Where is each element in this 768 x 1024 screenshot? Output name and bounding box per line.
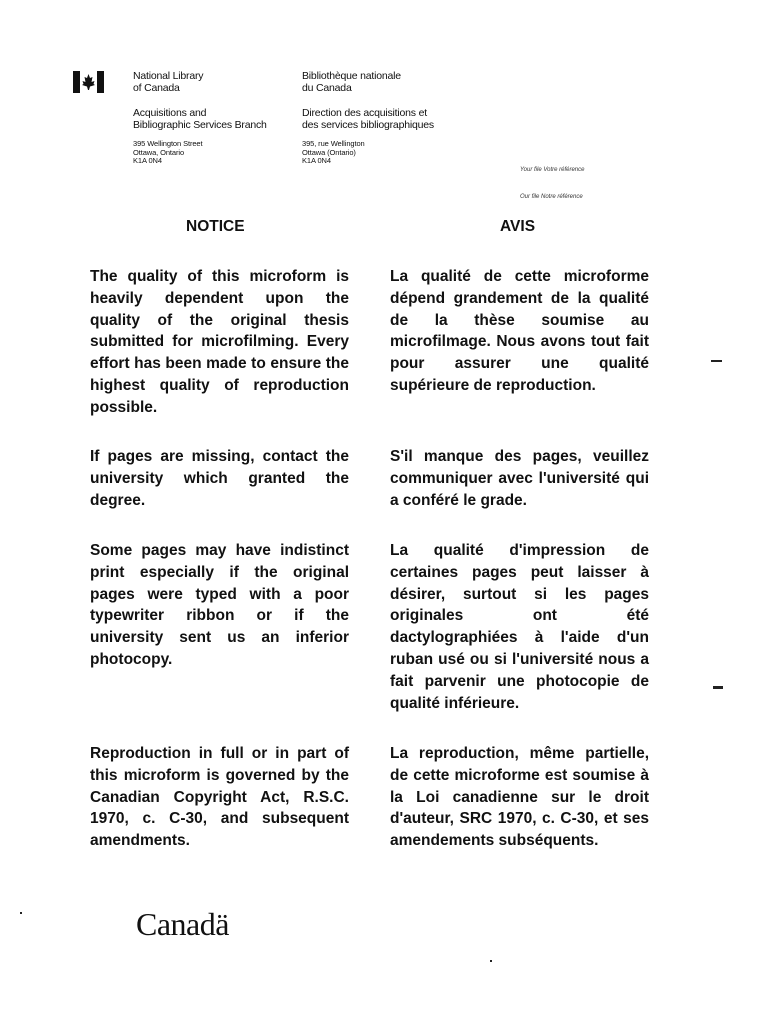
letterhead-en-address	[133, 140, 202, 166]
address-line: K1A 0N4	[133, 156, 162, 165]
letterhead-fr-branch	[302, 108, 434, 131]
avis-paragraph-indistinct-print: La qualité d'impression de certaines pages peut laisser à désirer, surtout si les pages originales ont été dactylographiées à l'aide d'un ruban usé ou si l'université nous a fait parvenir une photocopie de qualité inférieure.	[390, 542, 649, 712]
canada-wordmark: Canadä	[136, 906, 229, 942]
notice-paragraph-copyright: Reproduction in full or in part of this microform is governed by the Canadian Copyright Act, R.S.C. 1970, c. C-30, and subsequent amendments.	[90, 745, 349, 850]
scan-mark	[713, 686, 723, 689]
scan-speck	[20, 912, 22, 914]
address-line: K1A 0N4	[302, 156, 331, 165]
scan-speck	[490, 960, 492, 962]
letterhead-fr-agency	[302, 71, 401, 94]
notice-paragraph-indistinct-print: Some pages may have indistinct print especially if the original pages were typed with a poor typewriter ribbon or if the university sent us an inferior photocopy.	[90, 542, 349, 668]
branch-name-line: Acquisitions and	[133, 107, 207, 119]
notice-paragraph-quality: The quality of this microform is heavily dependent upon the quality of the original thesis submitted for microfilming. Every effort has been made to ensure the highest quality of reproduction possible.	[90, 268, 349, 416]
agency-name-line: of Canada	[133, 81, 180, 94]
notice-paragraph-missing-pages: If pages are missing, contact the university which granted the degree.	[90, 448, 349, 509]
letterhead-en-agency	[133, 71, 203, 94]
our-file-reference: Our file Notre référence	[520, 194, 583, 200]
branch-name-line: des services bibliographiques	[302, 118, 434, 131]
your-file-reference: Your file Votre référence	[520, 167, 585, 173]
letterhead-fr-address	[302, 140, 365, 166]
branch-name-line: Direction des acquisitions et	[302, 107, 427, 119]
scan-mark	[711, 360, 722, 362]
letterhead-en-branch	[133, 108, 267, 131]
address-line: Ottawa (Ontario)	[302, 147, 356, 157]
notice-heading: NOTICE	[186, 218, 245, 235]
address-line: 395, rue Wellington	[302, 139, 365, 148]
avis-paragraph-quality: La qualité de cette microforme dépend grandement de la qualité de la thèse soumise au microfilmage. Nous avons tout fait pour assurer une qualité supérieure de reproduction.	[390, 268, 649, 394]
agency-name-line: du Canada	[302, 81, 352, 94]
agency-name-line: National Library	[133, 70, 204, 82]
address-line: Ottawa, Ontario	[133, 147, 185, 157]
address-line: 395 Wellington Street	[133, 139, 203, 148]
branch-name-line: Bibliographic Services Branch	[133, 118, 267, 131]
avis-heading: AVIS	[500, 218, 536, 235]
canada-flag-icon	[73, 71, 104, 93]
avis-paragraph-copyright: La reproduction, même partielle, de cette microforme est soumise à la Loi canadienne sur le droit d'auteur, SRC 1970, c. C-30, et ses amendements subséquents.	[390, 745, 649, 850]
avis-paragraph-missing-pages: S'il manque des pages, veuillez communiquer avec l'université qui a conféré le grade.	[390, 448, 649, 509]
agency-name-line: Bibliothèque nationale	[302, 70, 401, 82]
